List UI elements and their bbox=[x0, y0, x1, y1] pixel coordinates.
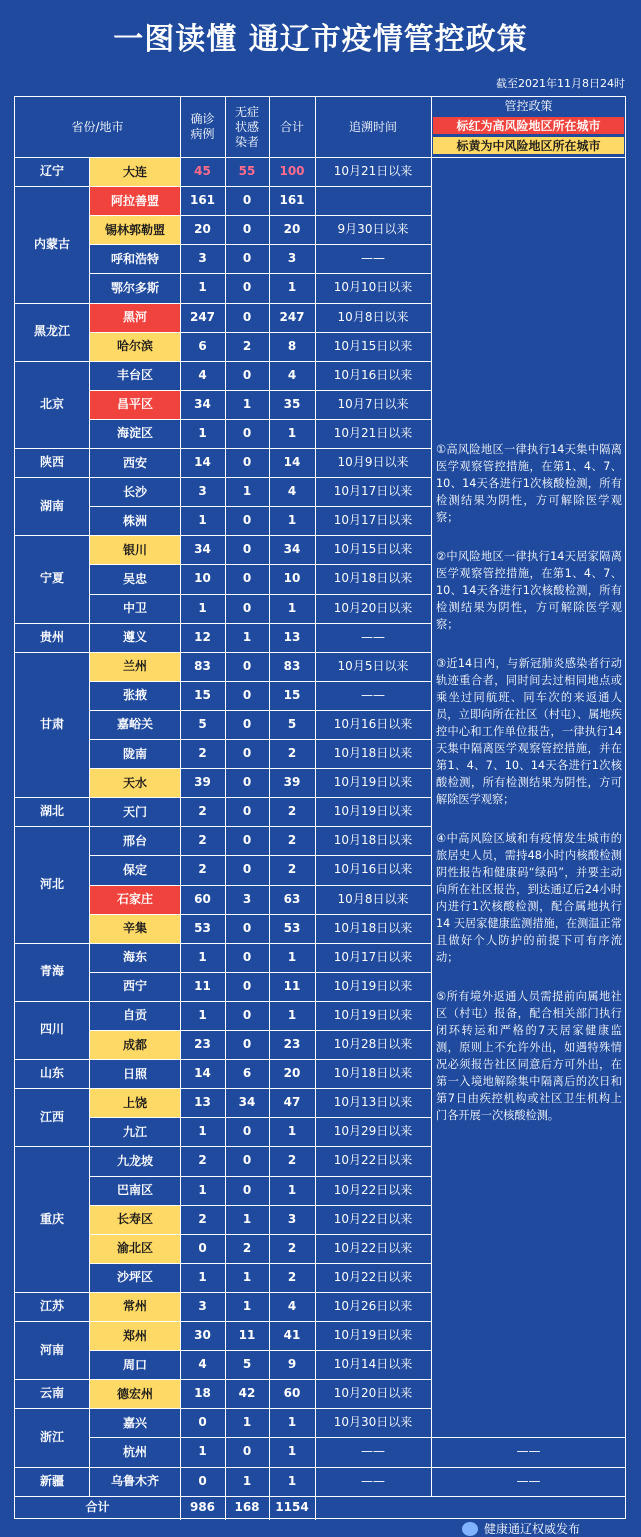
trace-cell: 10月22日以来 bbox=[333, 1211, 413, 1226]
confirmed-cell: 14 bbox=[194, 455, 211, 470]
total-cell: 1 bbox=[287, 1473, 297, 1488]
trace-cell: 10月17日以来 bbox=[333, 949, 413, 964]
confirmed-cell: 2 bbox=[198, 746, 207, 761]
total-cell: 247 bbox=[279, 309, 305, 324]
asymptomatic-cell: 0 bbox=[242, 367, 252, 382]
confirmed-cell: 4 bbox=[198, 367, 207, 382]
trace-cell: —— bbox=[361, 1473, 385, 1488]
grid-line bbox=[225, 157, 226, 1496]
confirmed-cell: 3 bbox=[198, 1298, 207, 1313]
city-cell: 周口 bbox=[122, 1357, 147, 1372]
city-cell: 天门 bbox=[122, 804, 147, 819]
confirmed-cell: 1 bbox=[198, 1182, 207, 1197]
trace-cell: 10月15日以来 bbox=[333, 542, 413, 557]
total-cell: 1 bbox=[287, 1124, 297, 1139]
trace-cell: 10月18日以来 bbox=[333, 920, 413, 935]
trace-cell: 10月9日以来 bbox=[337, 455, 409, 470]
confirmed-cell: 1 bbox=[198, 280, 207, 295]
total-cell: 2 bbox=[287, 746, 297, 761]
grid-line bbox=[180, 97, 181, 157]
policy-paragraph: ③近14日内，与新冠肺炎感染者行动轨迹重合者，同时间去过相同地点或乘坐过同航班、同车次的来返通人员，立即向所在社区（村屯）、属地疾控中心和工作单位报告，一律执行14天集中隔离医学观察管控措施，并在第1、4、7、10、14天各进行1次核酸检测，所有检测结果为阴性，方可解除医学观察； bbox=[436, 657, 622, 806]
total-cell: 2 bbox=[287, 862, 297, 877]
confirmed-cell: 11 bbox=[194, 978, 211, 993]
policy-paragraph: ⑤所有境外返通人员需提前向属地社区（村屯）报备，配合相关部门执行闭环转运和严格的7天居家健康监测，原则上不允许外出，如遇特殊情况必须报告社区同意后方可外出，在第一入境地解除集中隔离后的次日和第7日由疾控机构或社区卫生机构上门各开展一次核酸检测。 bbox=[436, 990, 622, 1122]
asymptomatic-cell: 1 bbox=[242, 629, 252, 644]
trace-cell: 10月19日以来 bbox=[333, 978, 413, 993]
confirmed-cell: 83 bbox=[194, 658, 211, 673]
total-cell: 14 bbox=[283, 455, 301, 470]
total-cell: 83 bbox=[283, 658, 301, 673]
total-cell: 1 bbox=[287, 1444, 297, 1459]
city-cell: 阿拉善盟 bbox=[90, 187, 180, 215]
trace-cell: 10月21日以来 bbox=[333, 425, 413, 440]
policy-paragraph: ②中风险地区一律执行14天居家隔离医学观察管控措施，在第1、4、7、10、14天各进行1次核酸检测，所有检测结果为阴性，方可解除医学观察； bbox=[436, 550, 622, 631]
city-cell: 渝北区 bbox=[90, 1235, 180, 1263]
asymptomatic-cell: 2 bbox=[242, 338, 252, 353]
trace-cell: —— bbox=[361, 251, 385, 266]
total-cell: 1 bbox=[287, 280, 297, 295]
header-asymptomatic: 无症 状感 染者 bbox=[234, 104, 259, 149]
confirmed-cell: 34 bbox=[194, 542, 211, 557]
total-cell: 161 bbox=[279, 193, 305, 208]
grid-line bbox=[269, 1496, 270, 1520]
city-cell: 日照 bbox=[122, 1066, 147, 1081]
city-cell: 中卫 bbox=[122, 601, 147, 616]
total-cell: 5 bbox=[287, 716, 297, 731]
trace-cell: 10月30日以来 bbox=[333, 1415, 413, 1430]
trace-cell: 10月18日以来 bbox=[333, 1066, 413, 1081]
province-cell: 陕西 bbox=[39, 455, 64, 470]
confirmed-cell: 1 bbox=[198, 1269, 207, 1284]
province-cell: 浙江 bbox=[39, 1429, 64, 1444]
asymptomatic-cell: 0 bbox=[242, 251, 252, 266]
grid-line bbox=[431, 157, 626, 158]
province-cell: 重庆 bbox=[39, 1211, 64, 1226]
confirmed-cell: 34 bbox=[194, 396, 211, 411]
province-cell: 青海 bbox=[39, 964, 64, 979]
province-cell: 湖北 bbox=[39, 804, 64, 819]
header-total: 合计 bbox=[279, 119, 304, 134]
total-cell: 8 bbox=[287, 338, 297, 353]
trace-cell: 10月8日以来 bbox=[337, 891, 409, 906]
city-cell: 张掖 bbox=[122, 688, 147, 703]
total-cell: 63 bbox=[283, 891, 301, 906]
header-policy: 管控政策 bbox=[504, 98, 553, 113]
city-cell: 丰台区 bbox=[116, 368, 153, 383]
asymptomatic-cell: 1 bbox=[242, 1269, 252, 1284]
total-cell: 1 bbox=[287, 600, 297, 615]
province-cell: 河南 bbox=[39, 1342, 64, 1357]
city-cell: 保定 bbox=[122, 862, 147, 877]
city-cell: 鄂尔多斯 bbox=[110, 280, 159, 295]
total-cell: 34 bbox=[283, 542, 301, 557]
confirmed-cell: 18 bbox=[194, 1386, 211, 1401]
header-region: 省份/地市 bbox=[71, 119, 124, 134]
asymptomatic-cell: 0 bbox=[242, 1037, 252, 1052]
city-cell: 海淀区 bbox=[116, 426, 153, 441]
city-cell: 常州 bbox=[90, 1293, 180, 1321]
asymptomatic-cell: 1 bbox=[242, 1211, 252, 1226]
city-cell: 昌平区 bbox=[90, 391, 180, 419]
asymptomatic-cell: 55 bbox=[238, 164, 256, 179]
confirmed-cell: 3 bbox=[198, 251, 207, 266]
total-cell: 100 bbox=[279, 164, 305, 179]
total-cell: 53 bbox=[283, 920, 301, 935]
total-cell: 2 bbox=[287, 1153, 297, 1168]
city-cell: 德宏州 bbox=[90, 1380, 180, 1408]
trace-cell: —— bbox=[361, 687, 385, 702]
province-cell: 内蒙古 bbox=[33, 236, 70, 251]
total-cell: 23 bbox=[283, 1037, 301, 1052]
total-cell: 15 bbox=[283, 687, 301, 702]
trace-cell: 10月15日以来 bbox=[333, 338, 413, 353]
city-cell: 陇南 bbox=[122, 746, 147, 761]
city-cell: 遵义 bbox=[122, 630, 147, 645]
total-cell: 20 bbox=[283, 222, 301, 237]
confirmed-cell: 2 bbox=[198, 833, 207, 848]
total-cell: 60 bbox=[283, 1386, 301, 1401]
confirmed-cell: 45 bbox=[194, 164, 211, 179]
province-cell: 江西 bbox=[39, 1109, 64, 1124]
grid-line bbox=[315, 157, 316, 1496]
trace-cell: 10月20日以来 bbox=[333, 600, 413, 615]
confirmed-cell: 20 bbox=[194, 222, 211, 237]
asymptomatic-cell: 0 bbox=[242, 978, 252, 993]
asymptomatic-cell: 2 bbox=[242, 1240, 252, 1255]
city-cell: 长沙 bbox=[122, 484, 147, 499]
asymptomatic-cell: 0 bbox=[242, 949, 252, 964]
asymptomatic-cell: 0 bbox=[242, 862, 252, 877]
total-cell: 1 bbox=[287, 949, 297, 964]
total-cell: 10 bbox=[283, 571, 301, 586]
asymptomatic-cell: 6 bbox=[242, 1066, 252, 1081]
grid-line bbox=[269, 157, 270, 1496]
confirmed-cell: 1 bbox=[198, 1007, 207, 1022]
confirmed-cell: 247 bbox=[189, 309, 216, 324]
grid-line bbox=[315, 1496, 316, 1520]
asymptomatic-cell: 0 bbox=[242, 658, 252, 673]
city-cell: 吴忠 bbox=[122, 571, 147, 586]
confirmed-cell: 0 bbox=[198, 1240, 207, 1255]
confirmed-cell: 2 bbox=[198, 1211, 207, 1226]
province-cell: 甘肃 bbox=[39, 716, 64, 731]
trace-cell: 10月17日以来 bbox=[333, 513, 413, 528]
asymptomatic-cell: 1 bbox=[242, 1473, 252, 1488]
asymptomatic-cell: 34 bbox=[238, 1095, 256, 1110]
city-cell: 石家庄 bbox=[90, 886, 180, 914]
province-cell: 云南 bbox=[39, 1386, 64, 1401]
city-cell: 大连 bbox=[90, 158, 180, 186]
total-cell: 2 bbox=[287, 1240, 297, 1255]
city-cell: 呼和浩特 bbox=[110, 251, 159, 266]
asymptomatic-cell: 0 bbox=[242, 542, 252, 557]
legend-mid-risk: 标黄为中风险地区所在城市 bbox=[433, 137, 624, 154]
total-cell: 11 bbox=[283, 978, 301, 993]
province-cell: 新疆 bbox=[39, 1473, 64, 1488]
total-cell: 1 bbox=[287, 513, 297, 528]
page-title: 一图读懂 通辽市疫情管控政策 bbox=[113, 22, 528, 57]
province-cell: 辽宁 bbox=[39, 164, 64, 179]
city-cell: 沙坪区 bbox=[116, 1270, 153, 1285]
confirmed-cell: 60 bbox=[194, 891, 211, 906]
total-sum: 1154 bbox=[275, 1500, 309, 1515]
asymptomatic-cell: 0 bbox=[242, 280, 252, 295]
total-cell: 2 bbox=[287, 804, 297, 819]
city-cell: 天水 bbox=[90, 769, 180, 797]
trace-cell: 10月8日以来 bbox=[337, 309, 409, 324]
city-cell: 郑州 bbox=[90, 1322, 180, 1350]
asymptomatic-cell: 0 bbox=[242, 1007, 252, 1022]
total-cell: 4 bbox=[287, 484, 297, 499]
confirmed-cell: 1 bbox=[198, 1124, 207, 1139]
trace-cell: 10月26日以来 bbox=[333, 1298, 413, 1313]
header-trace: 追溯时间 bbox=[348, 119, 397, 134]
confirmed-cell: 2 bbox=[198, 804, 207, 819]
city-cell: 锡林郭勒盟 bbox=[90, 216, 180, 244]
policy-cell: —— bbox=[516, 1473, 541, 1488]
total-cell: 1 bbox=[287, 1007, 297, 1022]
city-cell: 乌鲁木齐 bbox=[110, 1474, 159, 1489]
trace-cell bbox=[315, 186, 431, 215]
grid-line bbox=[431, 1437, 626, 1438]
province-cell: 河北 bbox=[39, 876, 64, 891]
city-cell: 西安 bbox=[122, 455, 147, 470]
trace-cell: 10月18日以来 bbox=[333, 833, 413, 848]
grid-line bbox=[431, 157, 432, 1496]
grid-line bbox=[315, 97, 316, 157]
city-cell: 哈尔滨 bbox=[90, 333, 180, 361]
city-cell: 株洲 bbox=[122, 513, 147, 528]
confirmed-cell: 53 bbox=[194, 920, 211, 935]
trace-cell: 10月16日以来 bbox=[333, 716, 413, 731]
city-cell: 九龙坡 bbox=[116, 1153, 153, 1168]
grid-line bbox=[89, 157, 90, 1496]
asymptomatic-cell: 0 bbox=[242, 513, 252, 528]
confirmed-cell: 161 bbox=[189, 193, 216, 208]
trace-cell: 10月19日以来 bbox=[333, 1328, 413, 1343]
policy-text bbox=[436, 441, 622, 1146]
grid-line bbox=[180, 1496, 181, 1520]
policy-paragraph: ④中高风险区域和有疫情发生城市的旅居史人员，需持48小时内核酸检测阴性报告和健康码“绿码”，并要主动向所在社区报告，到达通辽后24小时内进行1次核酸检测，配合属地执行 14 天居家健康监测措施，在测温正常且做好个人防护的前提下可有序流动； bbox=[436, 832, 622, 964]
trace-cell: 10月20日以来 bbox=[333, 1386, 413, 1401]
city-cell: 自贡 bbox=[122, 1008, 147, 1023]
confirmed-cell: 1 bbox=[198, 949, 207, 964]
confirmed-cell: 39 bbox=[194, 775, 211, 790]
trace-cell: 10月18日以来 bbox=[333, 746, 413, 761]
confirmed-cell: 2 bbox=[198, 862, 207, 877]
trace-cell: 10月5日以来 bbox=[337, 658, 409, 673]
grid-line bbox=[225, 97, 226, 157]
trace-cell: 10月19日以来 bbox=[333, 775, 413, 790]
asymptomatic-cell: 0 bbox=[242, 1182, 252, 1197]
city-cell: 邢台 bbox=[122, 833, 147, 848]
total-cell: 35 bbox=[283, 396, 301, 411]
city-cell: 西宁 bbox=[122, 979, 147, 994]
total-cell: 4 bbox=[287, 1298, 297, 1313]
total-cell: 1 bbox=[287, 1415, 297, 1430]
total-label: 合计 bbox=[85, 1500, 110, 1515]
confirmed-cell: 1 bbox=[198, 513, 207, 528]
asymptomatic-cell: 1 bbox=[242, 484, 252, 499]
province-cell: 山东 bbox=[39, 1066, 64, 1081]
city-cell: 兰州 bbox=[90, 653, 180, 681]
trace-cell: —— bbox=[361, 1444, 385, 1459]
confirmed-cell: 5 bbox=[198, 716, 207, 731]
city-cell: 杭州 bbox=[122, 1444, 147, 1459]
total-cell: 41 bbox=[283, 1328, 301, 1343]
confirmed-cell: 10 bbox=[194, 571, 211, 586]
trace-cell: 10月18日以来 bbox=[333, 571, 413, 586]
trace-cell: 10月16日以来 bbox=[333, 367, 413, 382]
trace-cell: 10月19日以来 bbox=[333, 1007, 413, 1022]
total-cell: 2 bbox=[287, 1269, 297, 1284]
confirmed-cell: 30 bbox=[194, 1328, 211, 1343]
trace-cell: 10月17日以来 bbox=[333, 484, 413, 499]
trace-cell: 10月10日以来 bbox=[333, 280, 413, 295]
city-cell: 巴南区 bbox=[116, 1183, 153, 1198]
city-cell: 上饶 bbox=[90, 1089, 180, 1117]
trace-cell: 10月22日以来 bbox=[333, 1182, 413, 1197]
confirmed-cell: 4 bbox=[198, 1357, 207, 1372]
wechat-icon bbox=[462, 1522, 478, 1536]
asymptomatic-cell: 0 bbox=[242, 600, 252, 615]
trace-cell: 10月14日以来 bbox=[333, 1357, 413, 1372]
asymptomatic-cell: 0 bbox=[242, 1153, 252, 1168]
trace-cell: 10月29日以来 bbox=[333, 1124, 413, 1139]
asymptomatic-cell: 0 bbox=[242, 222, 252, 237]
province-cell: 北京 bbox=[39, 396, 64, 411]
confirmed-cell: 6 bbox=[198, 338, 207, 353]
city-cell: 辛集 bbox=[90, 915, 180, 943]
grid-line bbox=[225, 1496, 226, 1520]
trace-cell: 10月19日以来 bbox=[333, 804, 413, 819]
confirmed-cell: 2 bbox=[198, 1153, 207, 1168]
confirmed-cell: 1 bbox=[198, 425, 207, 440]
province-cell: 贵州 bbox=[39, 629, 64, 644]
total-asymptomatic: 168 bbox=[234, 1500, 260, 1515]
asymptomatic-cell: 1 bbox=[242, 1298, 252, 1313]
city-cell: 嘉峪关 bbox=[116, 717, 153, 732]
asymptomatic-cell: 0 bbox=[242, 1444, 252, 1459]
total-cell: 3 bbox=[287, 1211, 297, 1226]
asymptomatic-cell: 0 bbox=[242, 775, 252, 790]
province-cell: 宁夏 bbox=[39, 571, 64, 586]
total-cell: 1 bbox=[287, 1182, 297, 1197]
trace-cell: 10月13日以来 bbox=[333, 1095, 413, 1110]
total-cell: 3 bbox=[287, 251, 297, 266]
asymptomatic-cell: 1 bbox=[242, 396, 252, 411]
asymptomatic-cell: 11 bbox=[238, 1328, 256, 1343]
grid-line bbox=[431, 1496, 626, 1497]
asymptomatic-cell: 0 bbox=[242, 1124, 252, 1139]
asymptomatic-cell: 5 bbox=[242, 1357, 252, 1372]
asymptomatic-cell: 0 bbox=[242, 571, 252, 586]
city-cell: 嘉兴 bbox=[122, 1415, 147, 1430]
trace-cell: 9月30日以来 bbox=[337, 222, 409, 237]
confirmed-cell: 1 bbox=[198, 1444, 207, 1459]
policy-cell: —— bbox=[516, 1444, 541, 1459]
asymptomatic-cell: 0 bbox=[242, 833, 252, 848]
total-cell: 2 bbox=[287, 833, 297, 848]
confirmed-cell: 12 bbox=[194, 629, 211, 644]
province-cell: 江苏 bbox=[39, 1298, 64, 1313]
grid-line bbox=[431, 1467, 626, 1468]
asymptomatic-cell: 42 bbox=[238, 1386, 256, 1401]
province-cell: 湖南 bbox=[39, 498, 64, 513]
total-cell: 13 bbox=[283, 629, 301, 644]
confirmed-cell: 0 bbox=[198, 1415, 207, 1430]
total-cell: 1 bbox=[287, 425, 297, 440]
city-cell: 银川 bbox=[90, 536, 180, 564]
confirmed-cell: 15 bbox=[194, 687, 211, 702]
total-cell: 20 bbox=[283, 1066, 301, 1081]
total-confirmed: 986 bbox=[189, 1500, 216, 1515]
confirmed-cell: 14 bbox=[194, 1066, 211, 1081]
asymptomatic-cell: 0 bbox=[242, 455, 252, 470]
confirmed-cell: 1 bbox=[198, 600, 207, 615]
city-cell: 成都 bbox=[90, 1031, 180, 1059]
total-cell: 9 bbox=[287, 1357, 297, 1372]
legend-high-risk: 标红为高风险地区所在城市 bbox=[433, 117, 624, 134]
trace-cell: 10月16日以来 bbox=[333, 862, 413, 877]
asymptomatic-cell: 3 bbox=[242, 891, 252, 906]
trace-cell: 10月22日以来 bbox=[333, 1240, 413, 1255]
confirmed-cell: 23 bbox=[194, 1037, 211, 1052]
asymptomatic-cell: 0 bbox=[242, 193, 252, 208]
date-note: 截至2021年11月8日24时 bbox=[496, 77, 625, 90]
trace-cell: 10月22日以来 bbox=[333, 1153, 413, 1168]
trace-cell: 10月22日以来 bbox=[333, 1269, 413, 1284]
city-cell: 九江 bbox=[122, 1124, 147, 1139]
confirmed-cell: 0 bbox=[198, 1473, 207, 1488]
province-cell: 四川 bbox=[39, 1022, 64, 1037]
header-confirmed: 确诊 病例 bbox=[190, 112, 215, 141]
total-cell: 39 bbox=[283, 775, 301, 790]
total-cell: 4 bbox=[287, 367, 297, 382]
watermark-text: 健康通辽权威发布 bbox=[484, 1522, 581, 1536]
confirmed-cell: 3 bbox=[198, 484, 207, 499]
asymptomatic-cell: 0 bbox=[242, 309, 252, 324]
grid-line bbox=[180, 157, 181, 1496]
city-cell: 海东 bbox=[122, 950, 147, 965]
asymptomatic-cell: 0 bbox=[242, 425, 252, 440]
trace-cell: —— bbox=[361, 629, 385, 644]
confirmed-cell: 13 bbox=[194, 1095, 211, 1110]
asymptomatic-cell: 0 bbox=[242, 746, 252, 761]
grid-line bbox=[269, 97, 270, 157]
asymptomatic-cell: 0 bbox=[242, 687, 252, 702]
province-cell: 黑龙江 bbox=[33, 324, 70, 339]
trace-cell: 10月28日以来 bbox=[333, 1037, 413, 1052]
asymptomatic-cell: 0 bbox=[242, 920, 252, 935]
asymptomatic-cell: 1 bbox=[242, 1415, 252, 1430]
asymptomatic-cell: 0 bbox=[242, 804, 252, 819]
asymptomatic-cell: 0 bbox=[242, 716, 252, 731]
policy-paragraph: ①高风险地区一律执行14天集中隔离医学观察管控措施，在第1、4、7、10、14天各进行1次核酸检测，所有检测结果为阴性，方可解除医学观察； bbox=[436, 443, 622, 524]
grid-line bbox=[431, 97, 432, 157]
city-cell: 黑河 bbox=[90, 304, 180, 332]
trace-cell: 10月21日以来 bbox=[333, 164, 413, 179]
watermark bbox=[462, 1520, 580, 1537]
total-cell: 47 bbox=[283, 1095, 301, 1110]
city-cell: 长寿区 bbox=[90, 1206, 180, 1234]
trace-cell: 10月7日以来 bbox=[337, 396, 409, 411]
